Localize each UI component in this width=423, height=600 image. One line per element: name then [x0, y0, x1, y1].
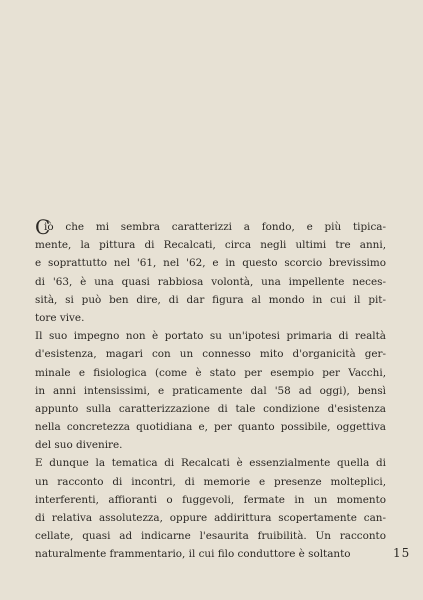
- paragraphs: [35, 215, 386, 564]
- paragraph: [35, 327, 386, 454]
- text-line: iò che mi sembra caratterizzi a fondo, e più tipica-: [44, 221, 386, 233]
- text-line: sità, si può ben dire, di dar figura al mondo in cui il pit-: [35, 293, 386, 306]
- text-line: naturalmente frammentario, il cui filo conduttore è soltanto: [35, 548, 351, 561]
- text-line: di '63, è una quasi rabbiosa volontà, una impellente neces-: [35, 275, 386, 288]
- text-line: in anni intensissimi, e praticamente dal '58 ad oggi), bensì: [35, 384, 386, 397]
- text-line: interferenti, affioranti o fuggevoli, fermate in un momento: [35, 493, 386, 506]
- page-number: 15: [393, 546, 411, 560]
- drop-cap: C: [35, 215, 51, 239]
- text-line: tore vive.: [35, 311, 85, 324]
- paragraph: [35, 215, 386, 327]
- text-line: un racconto di incontri, di memorie e presenze molteplici,: [35, 475, 386, 488]
- text-line: del suo divenire.: [35, 439, 123, 452]
- text-line: d'esistenza, magari con un connesso mito d'organicità ger-: [35, 348, 386, 361]
- text-line: e soprattutto nel '61, nel '62, e in questo scorcio brevissimo: [35, 257, 386, 270]
- text-line: E dunque la tematica di Recalcati è essenzialmente quella di: [35, 457, 386, 470]
- text-line: nella concretezza quotidiana e, per quanto possibile, oggettiva: [35, 421, 386, 434]
- paragraph: [35, 454, 386, 563]
- text-line: cellate, quasi ad indicarne l'esaurita fruibilità. Un racconto: [35, 530, 386, 543]
- text-line: mente, la pittura di Recalcati, circa negli ultimi tre anni,: [35, 239, 386, 252]
- body-text: [35, 215, 386, 564]
- text-line: Il suo impegno non è portato su un'ipotesi primaria di realtà: [35, 330, 386, 343]
- text-line: minale e fisiologica (come è stato per esempio per Vacchi,: [35, 366, 386, 379]
- text-line: appunto sulla caratterizzazione di tale condizione d'esistenza: [35, 402, 386, 415]
- text-line: di relativa assolutezza, oppure addirittura scopertamente can-: [35, 512, 386, 524]
